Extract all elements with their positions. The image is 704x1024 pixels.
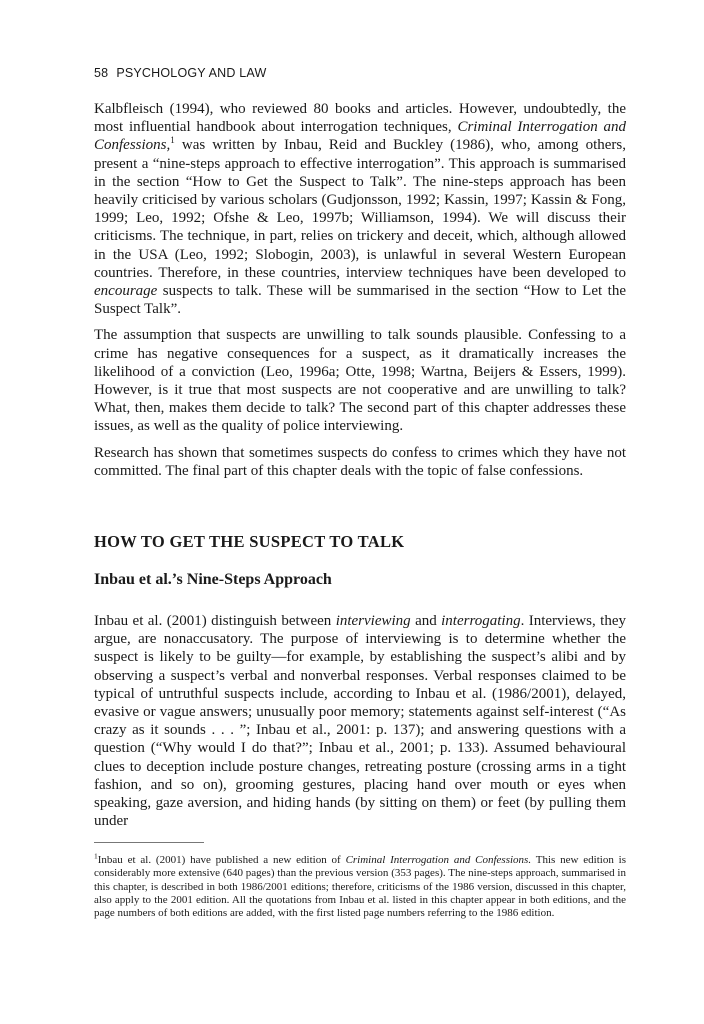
section-heading: HOW TO GET THE SUSPECT TO TALK — [94, 532, 405, 552]
footnote-divider — [94, 842, 204, 843]
section-spacer — [94, 488, 626, 532]
page-number: 58 — [94, 66, 109, 80]
footnote-reference: 1 — [170, 135, 175, 146]
paragraph-1-text-b: was written by Inbau, Reid and Buckley (1986), who, among others, present a “nine-steps approach to effective interrogation”. This approach is summarised in the section “How to Get the Suspect to Talk”. The nine-steps approach has been heavily criticised by various scholars (Gudjonsson, 1992; Kassin, 1997; Kassin & Fong, 1999; Leo, 1992; Ofshe & Leo, 1997b; Williamson, 1994). We will discuss their criticisms. The technique, in part, relies on trickery and deceit, which, although allowed in the USA (Leo, 1992; Slobogin, 2003), is unlawful in several Western European countries. Therefore, in these countries, interview techniques have been developed to — [94, 137, 626, 281]
paragraph-4-text-a: Inbau et al. (2001) distinguish between — [94, 613, 336, 630]
body-text — [94, 100, 626, 839]
paragraph-4 — [94, 612, 626, 830]
paragraph-4-text-c: . Interviews, they argue, are nonaccusatory. The purpose of interviewing is to determine whether the suspect is likely to be guilty—for example, by establishing the suspect’s alibi and by observing a suspect’s verbal and nonverbal responses. Verbal responses claimed to be typical of untruthful suspects include, according to Inbau et al. (1986/2001), delayed, evasive or vague answers; unusually poor memory; statements against self-interest (“As crazy as it sounds . . . ”; Inbau et al., 2001: p. 137); and answering questions with a question (“Why would I do that?”; Inbau et al., 2001; p. 133). Assumed behavioural clues to deception include posture changes, retreating posture (crossing arms in a tight fashion, and so on), grooming gestures, placing hand over mouth or eyes when speaking, gaze aversion, and hiding hands (by sitting on them) or feet (by pulling them under — [94, 613, 626, 830]
running-head — [94, 66, 266, 80]
footnote-text-b: This new edition is considerably more extensive (640 pages) than the previous version (353 pages). The nine-steps approach, summarised in this chapter, is described in both 1986/2001 editions; therefore, criticisms of the 1986 version, discussed in this chapter, also apply to the 2001 edition. All the quotations from Inbau et al. listed in this chapter appear in both editions, and the page numbers of both editions are added, with the first listed page numbers referring to the 1986 edition. — [94, 854, 626, 920]
paragraph-1-text-a: Kalbfleisch (1994), who reviewed 80 books and articles. However, undoubtedly, the most influential handbook about interrogation techniques, — [94, 101, 626, 136]
footnote-marker: 1 — [94, 851, 98, 861]
footnote-book-title-italic: Criminal Interrogation and Confessions. — [345, 854, 532, 866]
footnote-text-a: Inbau et al. (2001) have published a new edition of — [97, 854, 346, 866]
subsection-heading: Inbau et al.’s Nine-Steps Approach — [94, 571, 332, 589]
paragraph-1 — [94, 100, 626, 318]
paragraph-1-text-c: suspects to talk. These will be summarised in the section “How to Let the Suspect Talk”. — [94, 283, 626, 318]
running-head-title: PSYCHOLOGY AND LAW — [116, 66, 267, 80]
emphasis-interviewing: interviewing — [335, 613, 411, 630]
paragraph-3: Research has shown that sometimes suspects do confess to crimes which they have not committed. The final part of this chapter deals with the topic of false confessions. — [94, 444, 626, 479]
footnote — [94, 851, 626, 920]
emphasis-interrogating: interrogating — [441, 613, 521, 630]
paragraph-4-text-b: and — [410, 613, 442, 630]
emphasis-encourage: encourage — [94, 283, 158, 300]
paragraph-2: The assumption that suspects are unwilling to talk sounds plausible. Confessing to a crime has negative consequences for a suspect, as it dramatically increases the likelihood of a conviction (Leo, 1996a; Otte, 1998; Wartna, Beijers & Essers, 1999). However, is it true that most suspects are not cooperative and are unwilling to talk? What, then, makes them decide to talk? The second part of this chapter addresses these issues, as well as the quality of police interviewing. — [94, 327, 626, 435]
book-title-italic: Criminal Interrogation and Confessions, — [94, 119, 626, 154]
